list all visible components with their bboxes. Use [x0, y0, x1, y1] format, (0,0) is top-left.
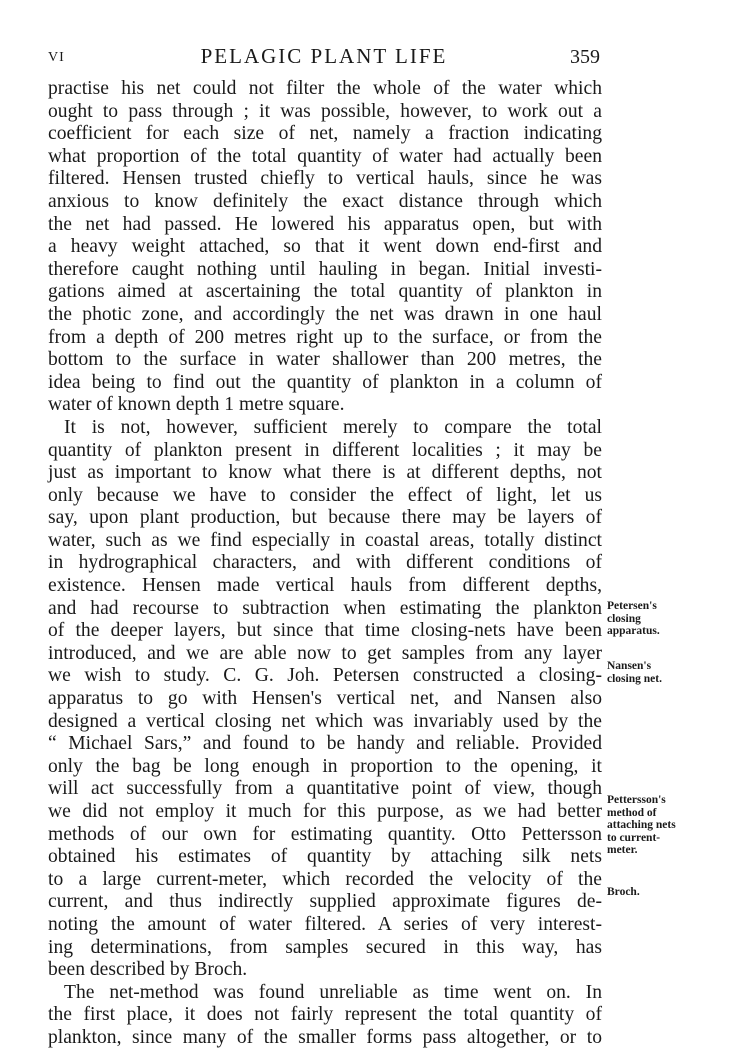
text-line: therefore caught nothing until hauling in began. Initial investi- — [48, 258, 602, 280]
running-header — [48, 44, 600, 72]
text-line: quantity of plankton present in different localities ; it may be — [48, 439, 602, 461]
sidenote-nansen — [607, 660, 727, 685]
page-number: 359 — [570, 46, 600, 68]
text-line: a heavy weight attached, so that it went down end-first and — [48, 236, 602, 258]
sidenote-line: closing net. — [607, 672, 662, 685]
sidenote-line: meter. — [607, 844, 638, 856]
sidenote-line: apparatus. — [607, 625, 660, 637]
sidenote-petersen — [607, 600, 727, 638]
text-line: The net-method was found unreliable as time went on. In — [64, 981, 602, 1003]
text-line: what proportion of the total quantity of water had actually been — [48, 145, 602, 167]
text-line: just as important to know what there is at different depths, not — [48, 462, 602, 484]
text-line: only because we have to consider the effect of light, let us — [48, 484, 602, 506]
text-line: methods of our own for estimating quantity. Otto Pettersson — [48, 823, 602, 845]
text-line: the first place, it does not fairly represent the total quantity of — [48, 1004, 602, 1026]
text-line: It is not, however, sufficient merely to compare the total — [64, 416, 602, 438]
text-line: current, and thus indirectly supplied approximate figures de- — [48, 891, 602, 913]
text-line: “ Michael Sars,” and found to be handy and reliable. Provided — [48, 733, 602, 755]
sidenote-line: closing — [607, 612, 641, 625]
text-line: water, such as we find especially in coastal areas, totally distinct — [48, 529, 602, 551]
text-line: the net had passed. He lowered his apparatus open, but with — [48, 213, 602, 235]
text-line: apparatus to go with Hensen's vertical net, and Nansen also — [48, 688, 602, 710]
text-line: ing determinations, from samples secured in this way, has — [48, 936, 602, 958]
text-line: to a large current-meter, which recorded the velocity of the — [48, 868, 602, 890]
text-line: say, upon plant production, but because there may be layers of — [48, 507, 602, 529]
text-line: plankton, since many of the smaller forms pass altogether, or to — [48, 1026, 602, 1048]
text-line: only the bag be long enough in proportion to the opening, it — [48, 755, 602, 777]
text-line: and had recourse to subtraction when estimating the plankton — [48, 597, 602, 619]
chapter-number: VI — [48, 50, 65, 65]
text-line: anxious to know definitely the exact distance through which — [48, 190, 602, 212]
sidenote-line: Pettersson's — [607, 794, 666, 806]
text-line: gations aimed at ascertaining the total quantity of plankton in — [48, 281, 602, 303]
text-line: practise his net could not filter the whole of the water which — [48, 78, 602, 99]
text-line: we did not employ it much for this purpose, as we had better — [48, 801, 602, 822]
text-line: from a depth of 200 metres right up to the surface, or from the — [48, 326, 602, 348]
sidenote-line: method of — [607, 806, 657, 819]
text-line: the photic zone, and accordingly the net was drawn in one haul — [48, 303, 602, 325]
text-line: filtered. Hensen trusted chiefly to vertical hauls, since he was — [48, 168, 602, 190]
running-title: PELAGIC PLANT LIFE — [200, 44, 448, 68]
body-text — [48, 78, 602, 1050]
sidenote-line: Petersen's — [607, 600, 657, 612]
text-line: water of known depth 1 metre square. — [48, 394, 345, 416]
text-line: bottom to the surface in water shallower than 200 metres, the — [48, 349, 602, 371]
sidenote-line: Nansen's — [607, 660, 652, 672]
sidenote-pettersson — [607, 794, 727, 857]
text-line: obtained his estimates of quantity by attaching silk nets — [48, 846, 602, 868]
sidenote-broch — [607, 886, 727, 899]
text-line: ought to pass through ; it was possible, however, to work out a — [48, 100, 602, 122]
text-line: designed a vertical closing net which was invariably used by the — [48, 710, 602, 732]
text-line: of the deeper layers, but since that time closing-nets have been — [48, 620, 602, 642]
text-line: we wish to study. C. G. Joh. Petersen constructed a closing- — [48, 665, 602, 687]
sidenote-line: attaching nets — [607, 819, 676, 831]
text-line: introduced, and we are able now to get samples from any layer — [48, 642, 602, 664]
text-line: in hydrographical characters, and with different conditions of — [48, 552, 602, 574]
sidenote-line: Broch. — [607, 886, 640, 898]
text-line: been described by Broch. — [48, 959, 248, 981]
text-line: will act successfully from a quantitative point of view, though — [48, 778, 602, 800]
sidenote-line: to current- — [607, 831, 661, 844]
text-line: existence. Hensen made vertical hauls from different depths, — [48, 575, 602, 597]
text-line: noting the amount of water filtered. A series of very interest- — [48, 913, 602, 935]
text-line: idea being to find out the quantity of plankton in a column of — [48, 371, 602, 393]
text-line: coefficient for each size of net, namely a fraction indicating — [48, 123, 602, 145]
